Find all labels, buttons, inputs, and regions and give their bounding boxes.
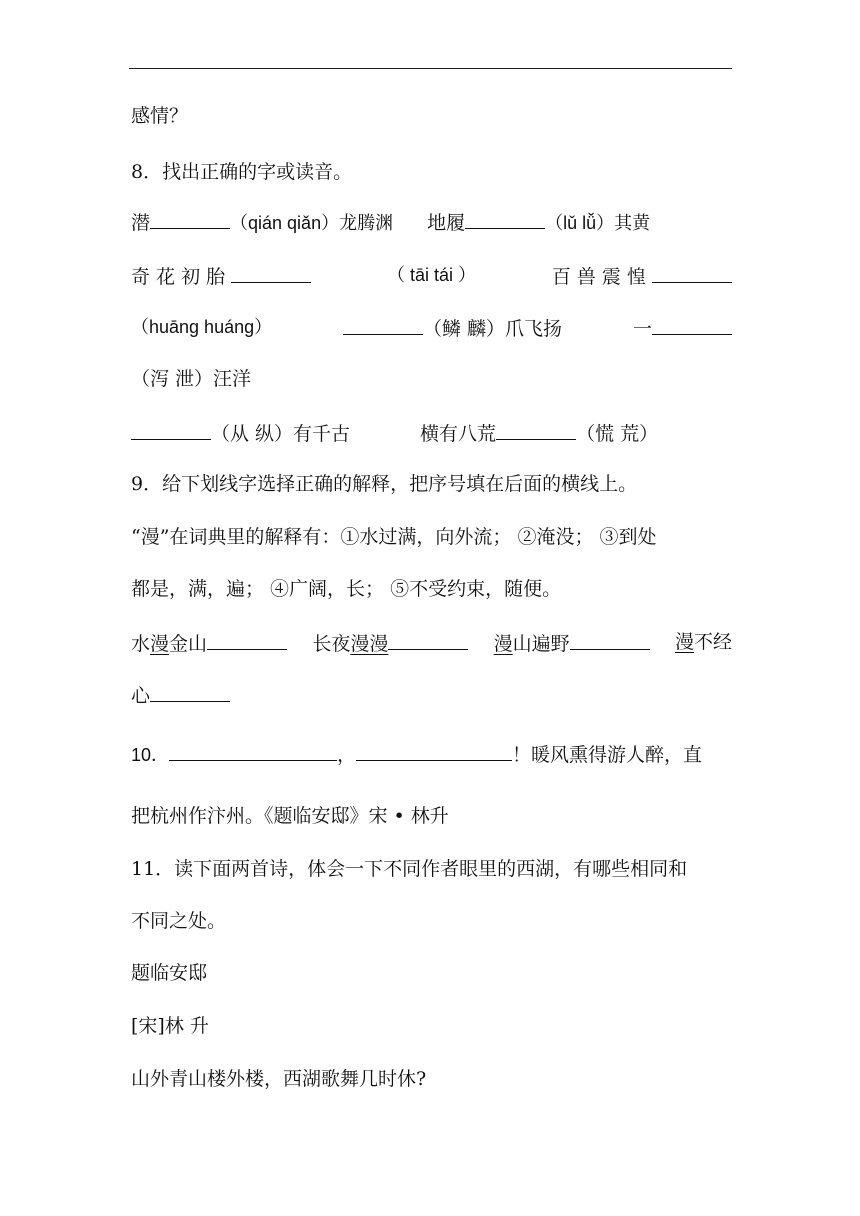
q9-text: 不经: [693, 631, 732, 653]
question-11-cont: 不同之处。: [131, 910, 227, 932]
q8-item-text: 百 兽 震 惶: [551, 266, 646, 288]
answer-blank[interactable]: [131, 419, 211, 440]
answer-blank[interactable]: [343, 314, 423, 335]
q8-item-text: 地履: [427, 212, 466, 234]
q9-text: 心: [131, 685, 151, 707]
answer-blank[interactable]: [496, 419, 576, 440]
header-rule: [129, 68, 732, 69]
q10-text: ！暖风熏得游人醉，直: [512, 744, 703, 766]
answer-blank[interactable]: [231, 262, 311, 283]
q9-definitions-2: 都是，满，遍； ④广阔，长； ⑤不受约束，随便。: [131, 578, 562, 600]
q8-row-2: [131, 262, 732, 290]
q10-text: ，: [337, 744, 357, 766]
question-9-title: 9．给下划线字选择正确的解释，把序号填在后面的横线上。: [131, 473, 638, 495]
answer-blank[interactable]: [652, 262, 732, 283]
underlined-char: 漫: [674, 631, 694, 653]
answer-blank[interactable]: [150, 208, 230, 229]
q8-item-text: 奇 花 初 胎: [131, 266, 226, 288]
question-8-title: 8．找出正确的字或读音。: [131, 161, 353, 183]
q9-row-cont: [131, 681, 732, 709]
q9-text: 金山: [169, 633, 208, 655]
question-11-title: 11．读下面两首诗，体会一下不同作者眼里的西湖，有哪些相同和: [131, 858, 688, 880]
q8-row-5: [131, 419, 732, 447]
q8-item-text: （ tāi tái ）: [386, 265, 477, 285]
underlined-char: 漫: [493, 633, 513, 655]
q8-item-text: （huāng huáng）: [131, 317, 273, 337]
poem-title: 题临安邸: [131, 962, 208, 984]
text-line: 感情？: [131, 105, 189, 127]
q8-item-text: 一: [632, 318, 652, 340]
q10-source: 把杭州作汴州。《题临安邸》宋 • 林升: [131, 805, 449, 827]
q9-text: 长夜: [312, 633, 351, 655]
answer-blank[interactable]: [570, 629, 650, 650]
q8-item-text: （lǔ lǚ）其黄: [545, 213, 651, 233]
q9-text: 山遍野: [512, 633, 570, 655]
answer-blank[interactable]: [652, 314, 732, 335]
answer-blank[interactable]: [169, 740, 337, 761]
underlined-char: 漫: [150, 633, 170, 655]
question-number: 10．: [131, 745, 170, 765]
underlined-char: 漫漫: [350, 633, 389, 655]
q9-definitions-1: “漫”在词典里的解释有：①水过满，向外流； ②淹没； ③到处: [131, 526, 657, 548]
q9-text: 水: [131, 633, 151, 655]
q8-item-text: 潜: [131, 212, 151, 234]
q8-row-4: （泻 泄）汪洋: [131, 368, 252, 390]
poem-author: [宋]林 升: [131, 1015, 209, 1037]
q8-item-text: （从 纵）有千古: [211, 423, 351, 445]
q8-row-3: [131, 314, 732, 342]
answer-blank[interactable]: [388, 629, 468, 650]
answer-blank[interactable]: [465, 208, 545, 229]
q8-row-1: [131, 208, 732, 236]
poem-line: 山外青山楼外楼，西湖歌舞几时休?: [131, 1068, 427, 1090]
answer-blank[interactable]: [150, 681, 230, 702]
q9-row: [131, 629, 732, 657]
question-10: [131, 740, 732, 768]
answer-blank[interactable]: [356, 740, 512, 761]
q8-item-text: （慌 荒）: [576, 423, 659, 445]
q8-item-text: （qián qiǎn）龙腾渊: [230, 213, 394, 233]
q8-item-text: 横有八荒: [420, 423, 497, 445]
answer-blank[interactable]: [207, 629, 287, 650]
q8-item-text: （鳞 麟）爪飞扬: [423, 318, 563, 340]
